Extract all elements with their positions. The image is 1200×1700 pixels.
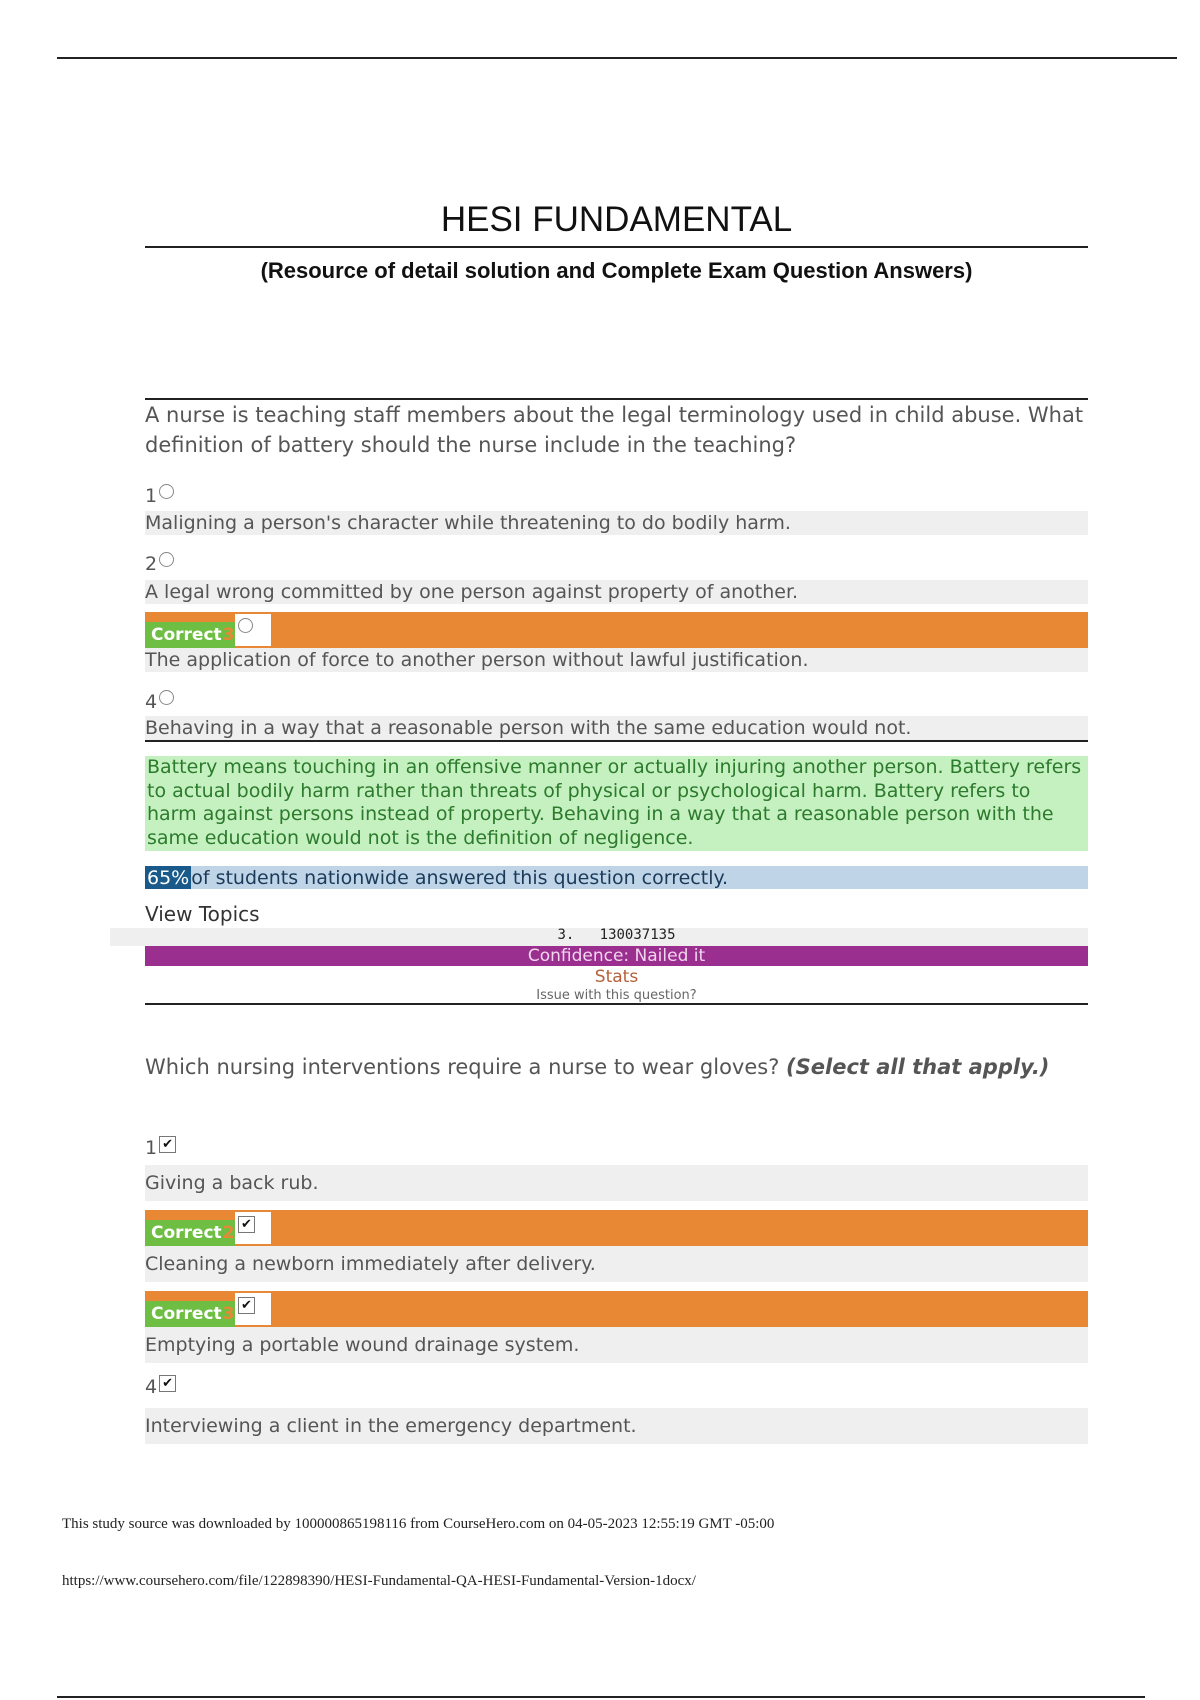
checkbox-icon[interactable]: ✔ — [238, 1297, 255, 1314]
stats-bar — [145, 866, 1088, 889]
download-notice: This study source was downloaded by 100000865198116 from CourseHero.com on 04-05-2023 12:55:19 GMT -05:00 — [62, 1516, 775, 1532]
bottom-page-rule — [57, 1696, 1145, 1698]
q2-option-3[interactable]: Emptying a portable wound drainage system. — [145, 1327, 1088, 1363]
stats-link[interactable]: Stats — [594, 967, 639, 987]
question-2-prompt-text: Which nursing interventions require a nurse to wear gloves? — [145, 1055, 780, 1079]
q1-option-1[interactable]: Maligning a person's character while threatening to do bodily harm. — [145, 511, 1088, 535]
issue-link[interactable]: Issue with this question? — [536, 988, 697, 1003]
view-topics-link[interactable]: View Topics — [145, 902, 260, 926]
stats-text: of students nationwide answered this question correctly. — [191, 866, 729, 889]
checkbox-box[interactable] — [235, 1293, 271, 1325]
document-subtitle: (Resource of detail solution and Complete Exam Question Answers) — [260, 258, 973, 283]
checkbox-icon[interactable]: ✔ — [159, 1375, 176, 1392]
option-number: 4 — [145, 1376, 158, 1398]
option-number: 3 — [222, 625, 235, 645]
question-number: 3. — [557, 927, 575, 943]
option-number: 1 — [145, 485, 158, 507]
percent-correct-badge: 65% — [147, 866, 190, 889]
confidence-banner: Confidence: Nailed it — [145, 946, 1088, 966]
option-number: 2 — [145, 553, 158, 575]
q1-option-3[interactable]: The application of force to another person without lawful justification. — [145, 648, 1088, 672]
answer-rationale: Battery means touching in an offensive manner or actually injuring another person. Battery refers to actual bodily harm rather than threats of physical or psychological harm. Battery refers to harm against persons instead of property. Behaving in a way that a reasonable person with the same education would not is the definition of negligence. — [145, 756, 1088, 851]
question-meta-label — [145, 927, 1088, 943]
title-underline — [145, 246, 1088, 248]
q1-option-2[interactable]: A legal wrong committed by one person against property of another. — [145, 580, 1088, 604]
checkbox-box[interactable] — [235, 1212, 271, 1244]
q2-option-1[interactable]: Giving a back rub. — [145, 1165, 1088, 1201]
correct-badge: Correct 3 — [145, 1301, 235, 1327]
document-title: HESI FUNDAMENTAL — [440, 200, 793, 239]
radio-button-icon[interactable] — [159, 484, 174, 499]
checkbox-icon[interactable]: ✔ — [238, 1216, 255, 1233]
radio-button-icon[interactable] — [159, 552, 174, 567]
select-all-emphasis: (Select all that apply.) — [786, 1055, 1050, 1079]
question-1-prompt: A nurse is teaching staff members about the legal terminology used in child abuse. What definition of battery should the nurse include in the teaching? — [145, 403, 1084, 457]
radio-button-icon[interactable] — [238, 618, 253, 633]
question-2-prompt — [145, 1052, 1088, 1082]
q2-option-1-selector[interactable] — [145, 1136, 176, 1159]
q2-option-4[interactable]: Interviewing a client in the emergency department. — [145, 1408, 1088, 1444]
radio-box[interactable] — [235, 614, 271, 646]
correct-badge: Correct 2 — [145, 1220, 235, 1246]
q1-option-3-correct-bar — [145, 612, 1088, 648]
option-number: 4 — [145, 691, 158, 713]
source-url[interactable]: https://www.coursehero.com/file/122898390/HESI-Fundamental-QA-HESI-Fundamental-Version-1docx/ — [62, 1573, 696, 1589]
q1-option-2-selector[interactable] — [145, 552, 174, 575]
option-number: 3 — [222, 1304, 235, 1324]
q1-option-4[interactable]: Behaving in a way that a reasonable person with the same education would not. — [145, 716, 1088, 740]
question-id: 130037135 — [599, 927, 676, 943]
checkbox-icon[interactable]: ✔ — [159, 1136, 176, 1153]
correct-badge: Correct 3 — [145, 622, 235, 648]
q1-option-1-selector[interactable] — [145, 484, 174, 507]
top-page-rule — [57, 57, 1177, 59]
q2-option-4-selector[interactable] — [145, 1375, 176, 1398]
question-1-bottom-rule — [145, 1003, 1088, 1005]
option-number: 2 — [222, 1223, 235, 1243]
radio-button-icon[interactable] — [159, 690, 174, 705]
q2-option-2-correct-bar — [145, 1210, 1088, 1246]
q2-option-3-correct-bar — [145, 1291, 1088, 1327]
option-number: 1 — [145, 1137, 158, 1159]
options-bottom-rule — [145, 740, 1088, 742]
q2-option-2[interactable]: Cleaning a newborn immediately after delivery. — [145, 1246, 1088, 1282]
q1-option-4-selector[interactable] — [145, 690, 174, 713]
